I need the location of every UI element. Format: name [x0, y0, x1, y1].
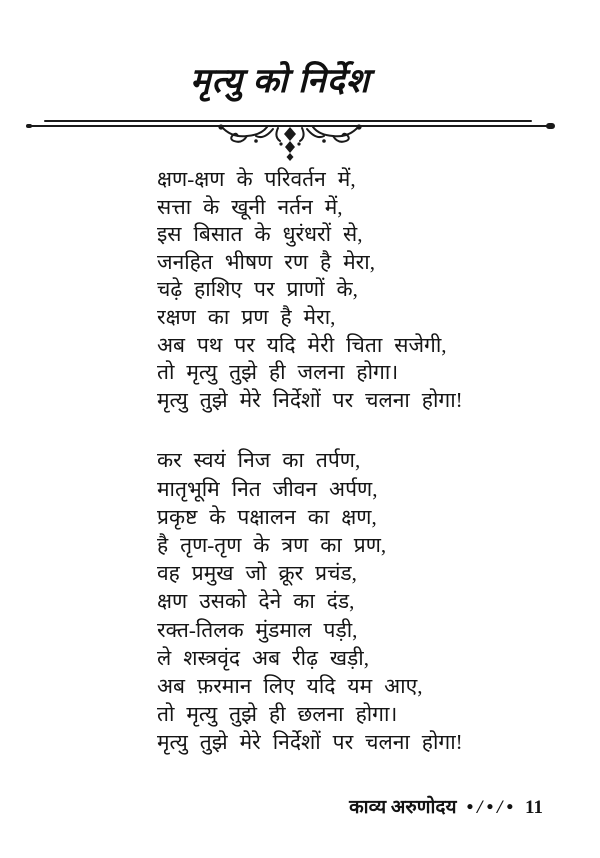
poem-line: अब फ़रमान लिए यदि यम आए,	[157, 673, 423, 698]
poem-line: सत्ता के खूनी नर्तन में,	[157, 194, 343, 219]
book-title: काव्य अरुणोदय	[349, 797, 457, 818]
poem-line: जनहित भीषण रण है मेरा,	[157, 249, 375, 274]
stanza-1	[157, 166, 463, 414]
poem-line: तो मृत्यु तुझे ही जलना होगा।	[157, 360, 399, 385]
poem-line: रक्त-तिलक मुंडमाल पड़ी,	[157, 617, 358, 642]
poem-line: कर स्वयं निज का तर्पण,	[157, 448, 361, 473]
poem-line: मातृभूमि नित जीवन अर्पण,	[157, 476, 378, 501]
poem-line: रक्षण का प्रण है मेरा,	[157, 304, 336, 329]
poem-line: है तृण-तृण के त्रण का प्रण,	[157, 532, 387, 557]
poem-line: क्षण-क्षण के परिवर्तन में,	[157, 167, 356, 191]
poem-line: मृत्यु तुझे मेरे निर्देशों पर चलना होगा!	[157, 387, 463, 412]
poem-line: मृत्यु तुझे मेरे निर्देशों पर चलना होगा!	[157, 730, 463, 755]
poem-line: क्षण उसको देने का दंड,	[157, 589, 355, 614]
poem-line: वह प्रमुख जो क्रूर प्रचंड,	[157, 561, 357, 586]
poem-line: इस बिसात के धुरंधरों से,	[157, 222, 363, 247]
poem-line: अब पथ पर यदि मेरी चिता सजेगी,	[157, 332, 447, 357]
title-divider	[28, 120, 552, 162]
poem-line: ले शस्त्रवृंद अब रीढ़ खड़ी,	[157, 645, 369, 670]
stanza-2	[157, 446, 463, 756]
divider-ornament-icon	[215, 123, 365, 163]
divider-rule-top	[44, 120, 532, 122]
poem-line: चढ़े हाशिए पर प्राणों के,	[157, 277, 358, 302]
page-title: मृत्यु को निर्देश	[190, 63, 370, 100]
page-footer	[349, 793, 543, 819]
poem-line: प्रकृष्ट के पक्षालन का क्षण,	[157, 504, 377, 529]
poem-line: तो मृत्यु तुझे ही छलना होगा।	[157, 702, 398, 727]
page-number: 11	[525, 797, 543, 818]
poem	[157, 166, 463, 757]
footer-separator: •/•/•	[466, 797, 518, 818]
